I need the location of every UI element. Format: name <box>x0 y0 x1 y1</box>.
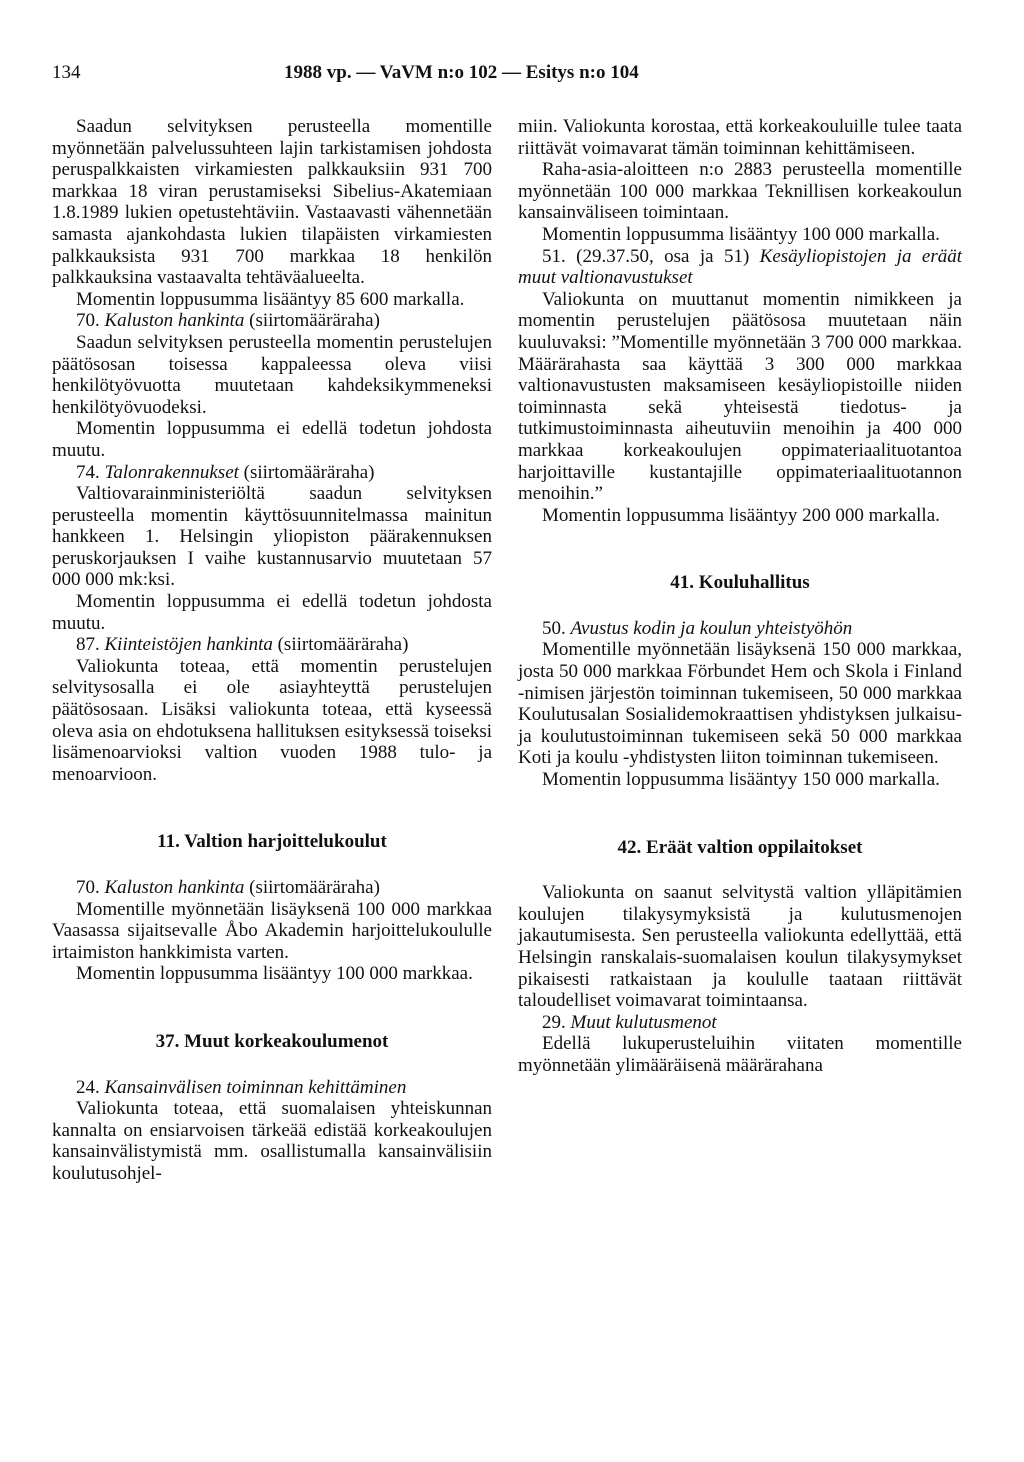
page-header <box>52 62 984 92</box>
item-subtitle: (siirtomääräraha) <box>244 877 380 898</box>
section-heading-11: 11. Valtion harjoittelukoulut <box>157 831 387 853</box>
paragraph: Saadun selvityksen perusteella momentin perustelujen päätösosan toisessa kappaleessa oleva viisi henkilötyövuotta muutetaan kahdeksikymmeneksi henkilötyövuodeksi. <box>52 331 492 418</box>
item-title: Avustus kodin ja koulun yhteistyöhön <box>570 617 853 639</box>
page-number: 134 <box>52 62 81 83</box>
item-title: Talonrakennukset <box>104 461 239 483</box>
paragraph: Saadun selvityksen perusteella momentille myönnetään palvelussuhteen lajin tarkistamisen johdosta peruspalkkaisten virkamiesten palkkauksiin 931 700 markkaa 18 viran perustamiseksi Sibelius-Akatemiaan 1.8.1989 lukien opetustehtäviin. Vastaavasti vähennetään samasta ajankohdasta lukien tilapäisten virkamiesten palkkauksista 931 700 markkaa 18 henkilön palkkauksina vastaavalta tehtäväalueelta. <box>52 116 492 289</box>
paragraph: Valiokunta toteaa, että momentin perustelujen selvitysosalla ei ole asiayhteyttä perustelujen päätösosaan. Lisäksi valiokunta toteaa, että kyseessä oleva asia on ehdotuksena hallituksen esityksessä toiseksi lisämenoarvioksi valtion vuoden 1988 tulo- ja menoarvioon. <box>52 655 492 785</box>
item-title: Kaluston hankinta <box>104 877 245 898</box>
paragraph: miin. Valiokunta korostaa, että korkeakouluille tulee taata riittävät voimavarat tämän toiminnan kehittämiseen. <box>518 116 962 159</box>
section-heading-41: 41. Kouluhallitus <box>670 572 810 594</box>
paragraph: Valiokunta on muuttanut momentin nimikkeen ja momentin perustelujen päätösosa muutetaan näin kuuluvaksi: ”Momentille myönnetään 3 700 000 markkaa. Määrärahasta saa käyttää 3 300 000 markkaa valtionavustusten maksamiseen kesäyliopistoille niiden toiminnasta sekä yhteisestä tiedotus- ja tutkimustoiminnasta aiheutuviin menoihin ja 400 000 markkaa korkeakoulujen oppimateriaalituotantoa harjoittaville kustantajille oppimateriaalituotannon menoihin.” <box>518 288 962 505</box>
item-number: 24. <box>76 1076 100 1098</box>
item-number: 29. <box>542 1011 566 1033</box>
item-subtitle: (siirtomääräraha) <box>272 634 409 656</box>
paragraph: Momentin loppusumma ei edellä todetun johdosta muutu. <box>52 591 492 634</box>
paragraph: Momentin loppusumma lisääntyy 100 000 markalla. <box>542 223 940 245</box>
item-title: Kesäyliopistojen ja eräät muut valtionavustukset <box>518 245 962 289</box>
item-subtitle: (siirtomääräraha) <box>244 310 380 332</box>
item-title: Kansainvälisen toiminnan kehittäminen <box>104 1076 407 1098</box>
item-title: Muut kulutusmenot <box>570 1011 717 1033</box>
section-heading-37: 37. Muut korkeakoulumenot <box>155 1030 389 1052</box>
paragraph: Momentin loppusumma lisääntyy 150 000 markalla. <box>542 769 940 791</box>
paragraph: Valiokunta toteaa, että suomalaisen yhteiskunnan kannalta on ensiarvoisen tärkeää edistää korkeakoulujen kansainvälistymistä mm. osallistumalla kansainvälisiin koulutusohjel- <box>52 1098 492 1184</box>
paragraph: Edellä lukuperusteluihin viitaten momentille myönnetään ylimääräisenä määrärahana <box>518 1033 962 1076</box>
item-title: Kiinteistöjen hankinta <box>104 634 273 656</box>
item-number: 74. <box>76 461 100 483</box>
item-heading-29 <box>518 1012 962 1034</box>
item-number: 50. <box>542 617 566 639</box>
item-heading-24 <box>52 1077 492 1099</box>
item-number: 87. <box>76 634 100 656</box>
running-title: 1988 vp. — VaVM n:o 102 — Esitys n:o 104 <box>284 62 639 83</box>
right-column <box>518 116 962 1077</box>
left-column <box>52 116 492 1185</box>
item-heading-87 <box>52 634 492 656</box>
item-heading-70 <box>52 310 492 332</box>
section-heading-42: 42. Eräät valtion oppilaitokset <box>617 836 863 858</box>
paragraph: Valtiovarainministeriöltä saadun selvityksen perusteella momentin käyttösuunnitelmassa mainitun hankkeen 1. Helsingin yliopiston päärakennuksen peruskorjauksen I vaihe kustannusarvio muutetaan 57 000 000 mk:ksi. <box>52 483 492 591</box>
paragraph: Momentin loppusumma lisääntyy 85 600 markalla. <box>76 288 465 310</box>
paragraph: Momentille myönnetään lisäyksenä 100 000 markkaa Vaasassa sijaitsevalle Åbo Akademin harjoittelukoululle irtaimiston hankkimista varten. <box>52 898 492 963</box>
item-heading-74 <box>52 462 492 484</box>
item-number: 70. <box>76 877 100 898</box>
paragraph: Momentille myönnetään lisäyksenä 150 000 markkaa, josta 50 000 markkaa Förbundet Hem och Skola i Finland -nimisen järjestön toiminnan tukemiseen, 50 000 markkaa Koulutusalan Sosialidemokraattisen yhdistyksen julkaisu- ja koulutustoiminnan tukemiseen sekä 50 000 markkaa Koti ja koulu -yhdistysten liiton toiminnan tukemiseen. <box>518 639 962 769</box>
paragraph: Momentin loppusumma lisääntyy 100 000 markkaa. <box>76 963 473 985</box>
paragraph: Raha-asia-aloitteen n:o 2883 perusteella momentille myönnetään 100 000 markkaa Teknillisen korkeakoulun kansainväliseen toimintaan. <box>518 159 962 224</box>
paragraph: Momentin loppusumma lisääntyy 200 000 markalla. <box>542 504 940 526</box>
item-heading-51 <box>518 246 962 289</box>
item-title: Kaluston hankinta <box>104 310 245 332</box>
item-number: 70. <box>76 310 100 332</box>
item-heading-70b <box>52 877 492 899</box>
paragraph: Momentin loppusumma ei edellä todetun johdosta muutu. <box>52 418 492 461</box>
item-subtitle: (siirtomääräraha) <box>238 461 375 483</box>
item-heading-50 <box>518 618 962 640</box>
item-number: 51. (29.37.50, osa ja 51) <box>542 245 750 267</box>
paragraph: Valiokunta on saanut selvitystä valtion ylläpitämien koulujen tilakysymyksistä ja kulutusmenojen jakautumisesta. Sen perusteella valiokunta edellyttää, että Helsingin ranskalais-suomalaisen koulun tilakysymykset pikaisesti ratkaistaan ja koululle taataan riittävät taloudelliset voimavarat toimintaansa. <box>518 882 962 1012</box>
